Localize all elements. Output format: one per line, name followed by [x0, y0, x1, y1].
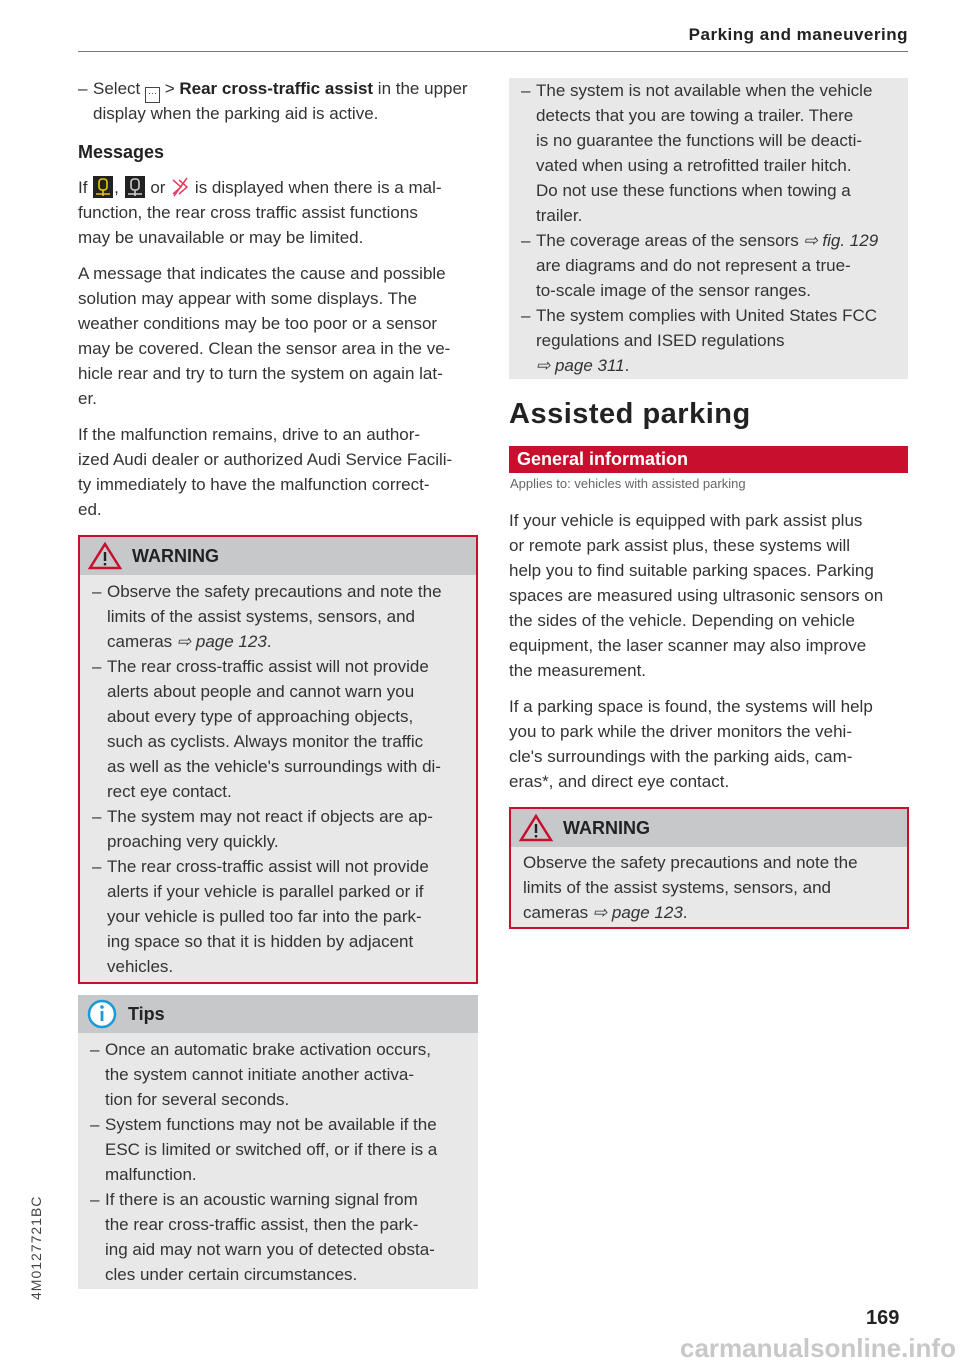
text-line: the rear cross-traffic assist, then the park- [105, 1215, 419, 1234]
text-line: alerts about people and cannot warn you [107, 682, 415, 701]
text-run: The coverage areas of the sensors [536, 231, 804, 250]
text-line: your vehicle is pulled too far into the park- [107, 907, 422, 926]
applies-to-note: Applies to: vehicles with assisted parking [510, 476, 746, 491]
running-header: Parking and maneuvering [688, 25, 908, 44]
text-line [78, 175, 442, 200]
sensor-off-red-icon [170, 178, 190, 197]
text-line: Do not use these functions when towing a [536, 181, 851, 200]
list-dash: – [90, 1040, 100, 1059]
text-line: solution may appear with some displays. The [78, 289, 417, 308]
list-dash: – [521, 231, 531, 250]
info-icon [86, 998, 118, 1030]
text-line: may be covered. Clean the sensor area in the ve- [78, 339, 451, 358]
text-run: Select [93, 79, 145, 98]
text-line [536, 353, 908, 378]
text-line: The rear cross-traffic assist will not provide [107, 657, 429, 676]
text-line: about every type of approaching objects, [107, 707, 414, 726]
text-line: If a parking space is found, the systems will help [509, 697, 873, 716]
list-item [90, 1187, 478, 1287]
parking-sensor-gray-icon [124, 178, 146, 197]
text-line: ty immediately to have the malfunction correct- [78, 475, 430, 494]
text-line: ized Audi dealer or authorized Audi Service Facili- [78, 450, 453, 469]
text-line: limits of the assist systems, sensors, and [107, 607, 415, 626]
text-line: help you to find suitable parking spaces. Parking [509, 561, 874, 580]
paragraph [78, 261, 450, 411]
warning-box [78, 535, 478, 984]
paragraph [78, 422, 452, 522]
list-item [92, 579, 476, 654]
text-run: in the upper [373, 79, 468, 98]
text-line: The system complies with United States FCC [536, 306, 878, 325]
text-line: weather conditions may be too poor or a sensor [78, 314, 438, 333]
text-line: the measurement. [509, 661, 647, 680]
text-line: System functions may not be available if the [105, 1115, 437, 1134]
text-line: Observe the safety precautions and note the [107, 582, 442, 601]
text-line: If the malfunction remains, drive to an author- [78, 425, 421, 444]
text-line: function, the rear cross traffic assist functions [78, 203, 418, 222]
paragraph [509, 508, 883, 683]
text-line [523, 900, 907, 925]
text-line: as well as the vehicle's surroundings with di- [107, 757, 441, 776]
text-line: regulations and ISED regulations [536, 331, 785, 350]
text-line: ESC is limited or switched off, or if there is a [105, 1140, 438, 1159]
text-line: trailer. [536, 206, 583, 225]
text-line: may be unavailable or may be limited. [78, 228, 364, 247]
select-instruction [78, 76, 478, 126]
text-line: Observe the safety precautions and note the [523, 853, 858, 872]
text-line: vated when using a retrofitted trailer hitch. [536, 156, 852, 175]
page-reference-link[interactable]: ⇨ page 311 [536, 356, 625, 375]
page-reference-link[interactable]: ⇨ page 123 [592, 903, 683, 922]
text-line: tion for several seconds. [105, 1090, 290, 1109]
section-title: Assisted parking [509, 398, 751, 430]
header-rule [78, 51, 908, 52]
text-run: . [266, 632, 272, 651]
tips-header [78, 995, 478, 1033]
warning-header [511, 809, 907, 847]
text-line [93, 76, 478, 101]
watermark: carmanualsonline.info [680, 1333, 956, 1363]
menu-dots-icon: ··· [145, 87, 160, 103]
paragraph [78, 175, 442, 250]
tips-box [78, 995, 478, 1289]
warning-header [80, 537, 476, 575]
document-code: 4M0127721BC [28, 1195, 44, 1300]
text-run: If [78, 178, 93, 197]
text-line: A message that indicates the cause and possible [78, 264, 446, 283]
text-line: Once an automatic brake activation occurs, [105, 1040, 431, 1059]
notes-box [509, 78, 908, 379]
text-line: equipment, the laser scanner may also improve [509, 636, 867, 655]
list-item [78, 76, 478, 126]
text-line: If your vehicle is equipped with park assist plus [509, 511, 863, 530]
text-line: cle's surroundings with the parking aids, cam- [509, 747, 853, 766]
list-item [90, 1112, 478, 1187]
text-line: ing space so that it is hidden by adjacent [107, 932, 414, 951]
text-line: spaces are measured using ultrasonic sensors on [509, 586, 884, 605]
warning-box [509, 807, 909, 929]
text-run: , [114, 178, 124, 197]
warning-triangle-icon [519, 814, 553, 842]
text-line [107, 629, 476, 654]
list-dash: – [90, 1115, 100, 1134]
list-item [92, 654, 476, 804]
text-line: If there is an acoustic warning signal from [105, 1190, 418, 1209]
list-item [521, 303, 908, 378]
text-line: such as cyclists. Always monitor the traffic [107, 732, 424, 751]
messages-heading: Messages [78, 142, 165, 162]
list-item [521, 78, 908, 228]
paragraph [509, 694, 873, 794]
list-dash: – [92, 807, 102, 826]
list-dash: – [78, 79, 88, 98]
list-dash: – [92, 657, 102, 676]
text-line: detects that you are towing a trailer. There [536, 106, 854, 125]
text-line: ing aid may not warn you of detected obsta- [105, 1240, 435, 1259]
text-line: alerts if your vehicle is parallel parked or if [107, 882, 424, 901]
text-line: rect eye contact. [107, 782, 232, 801]
list-dash: – [521, 81, 531, 100]
text-line: are diagrams and do not represent a true- [536, 256, 851, 275]
text-line: is no guarantee the functions will be deacti- [536, 131, 863, 150]
text-run: cameras [107, 632, 177, 651]
text-line: malfunction. [105, 1165, 197, 1184]
text-line: or remote park assist plus, these systems will [509, 536, 851, 555]
text-run: or [145, 178, 171, 197]
text-line: er. [78, 389, 97, 408]
list-item [521, 228, 908, 303]
list-dash: – [92, 582, 102, 601]
page-reference-link[interactable]: ⇨ fig. 129 [803, 231, 879, 250]
text-run: . [624, 356, 630, 375]
text-run: . [682, 903, 688, 922]
list-item [90, 1037, 478, 1112]
text-line: display when the parking aid is active. [93, 104, 379, 123]
text-line: The rear cross-traffic assist will not provide [107, 857, 429, 876]
text-line: to-scale image of the sensor ranges. [536, 281, 811, 300]
page-number: 169 [866, 1307, 900, 1329]
text-line [536, 228, 908, 253]
warning-triangle-icon [88, 542, 122, 570]
text-run: > [159, 79, 180, 98]
bold-term: Rear cross-traffic assist [179, 79, 374, 98]
text-line: limits of the assist systems, sensors, and [523, 878, 831, 897]
page-reference-link[interactable]: ⇨ page 123 [176, 632, 267, 651]
list-dash: – [92, 857, 102, 876]
parking-sensor-yellow-icon [92, 178, 114, 197]
list-dash: – [90, 1190, 100, 1209]
warning-title: WARNING [132, 545, 219, 566]
text-run: cameras [523, 903, 593, 922]
text-line: eras*, and direct eye contact. [509, 772, 730, 791]
tips-title: Tips [128, 1003, 165, 1024]
text-line: proaching very quickly. [107, 832, 279, 851]
list-dash: – [521, 306, 531, 325]
list-item [92, 854, 476, 979]
text-run: is displayed when there is a mal- [190, 178, 442, 197]
text-line: hicle rear and try to turn the system on again lat- [78, 364, 443, 383]
text-line: The system is not available when the vehicle [536, 81, 873, 100]
text-line: ed. [78, 500, 102, 519]
text-line: the sides of the vehicle. Depending on vehicle [509, 611, 855, 630]
text-line: vehicles. [107, 957, 174, 976]
list-item [92, 804, 476, 854]
text-line: The system may not react if objects are ap- [107, 807, 433, 826]
warning-title: WARNING [563, 817, 650, 838]
text-line: you to park while the driver monitors the vehi- [509, 722, 852, 741]
subsection-title-bar: General information [509, 446, 908, 473]
text-line: cles under certain circumstances. [105, 1265, 358, 1284]
text-line: the system cannot initiate another activa- [105, 1065, 414, 1084]
